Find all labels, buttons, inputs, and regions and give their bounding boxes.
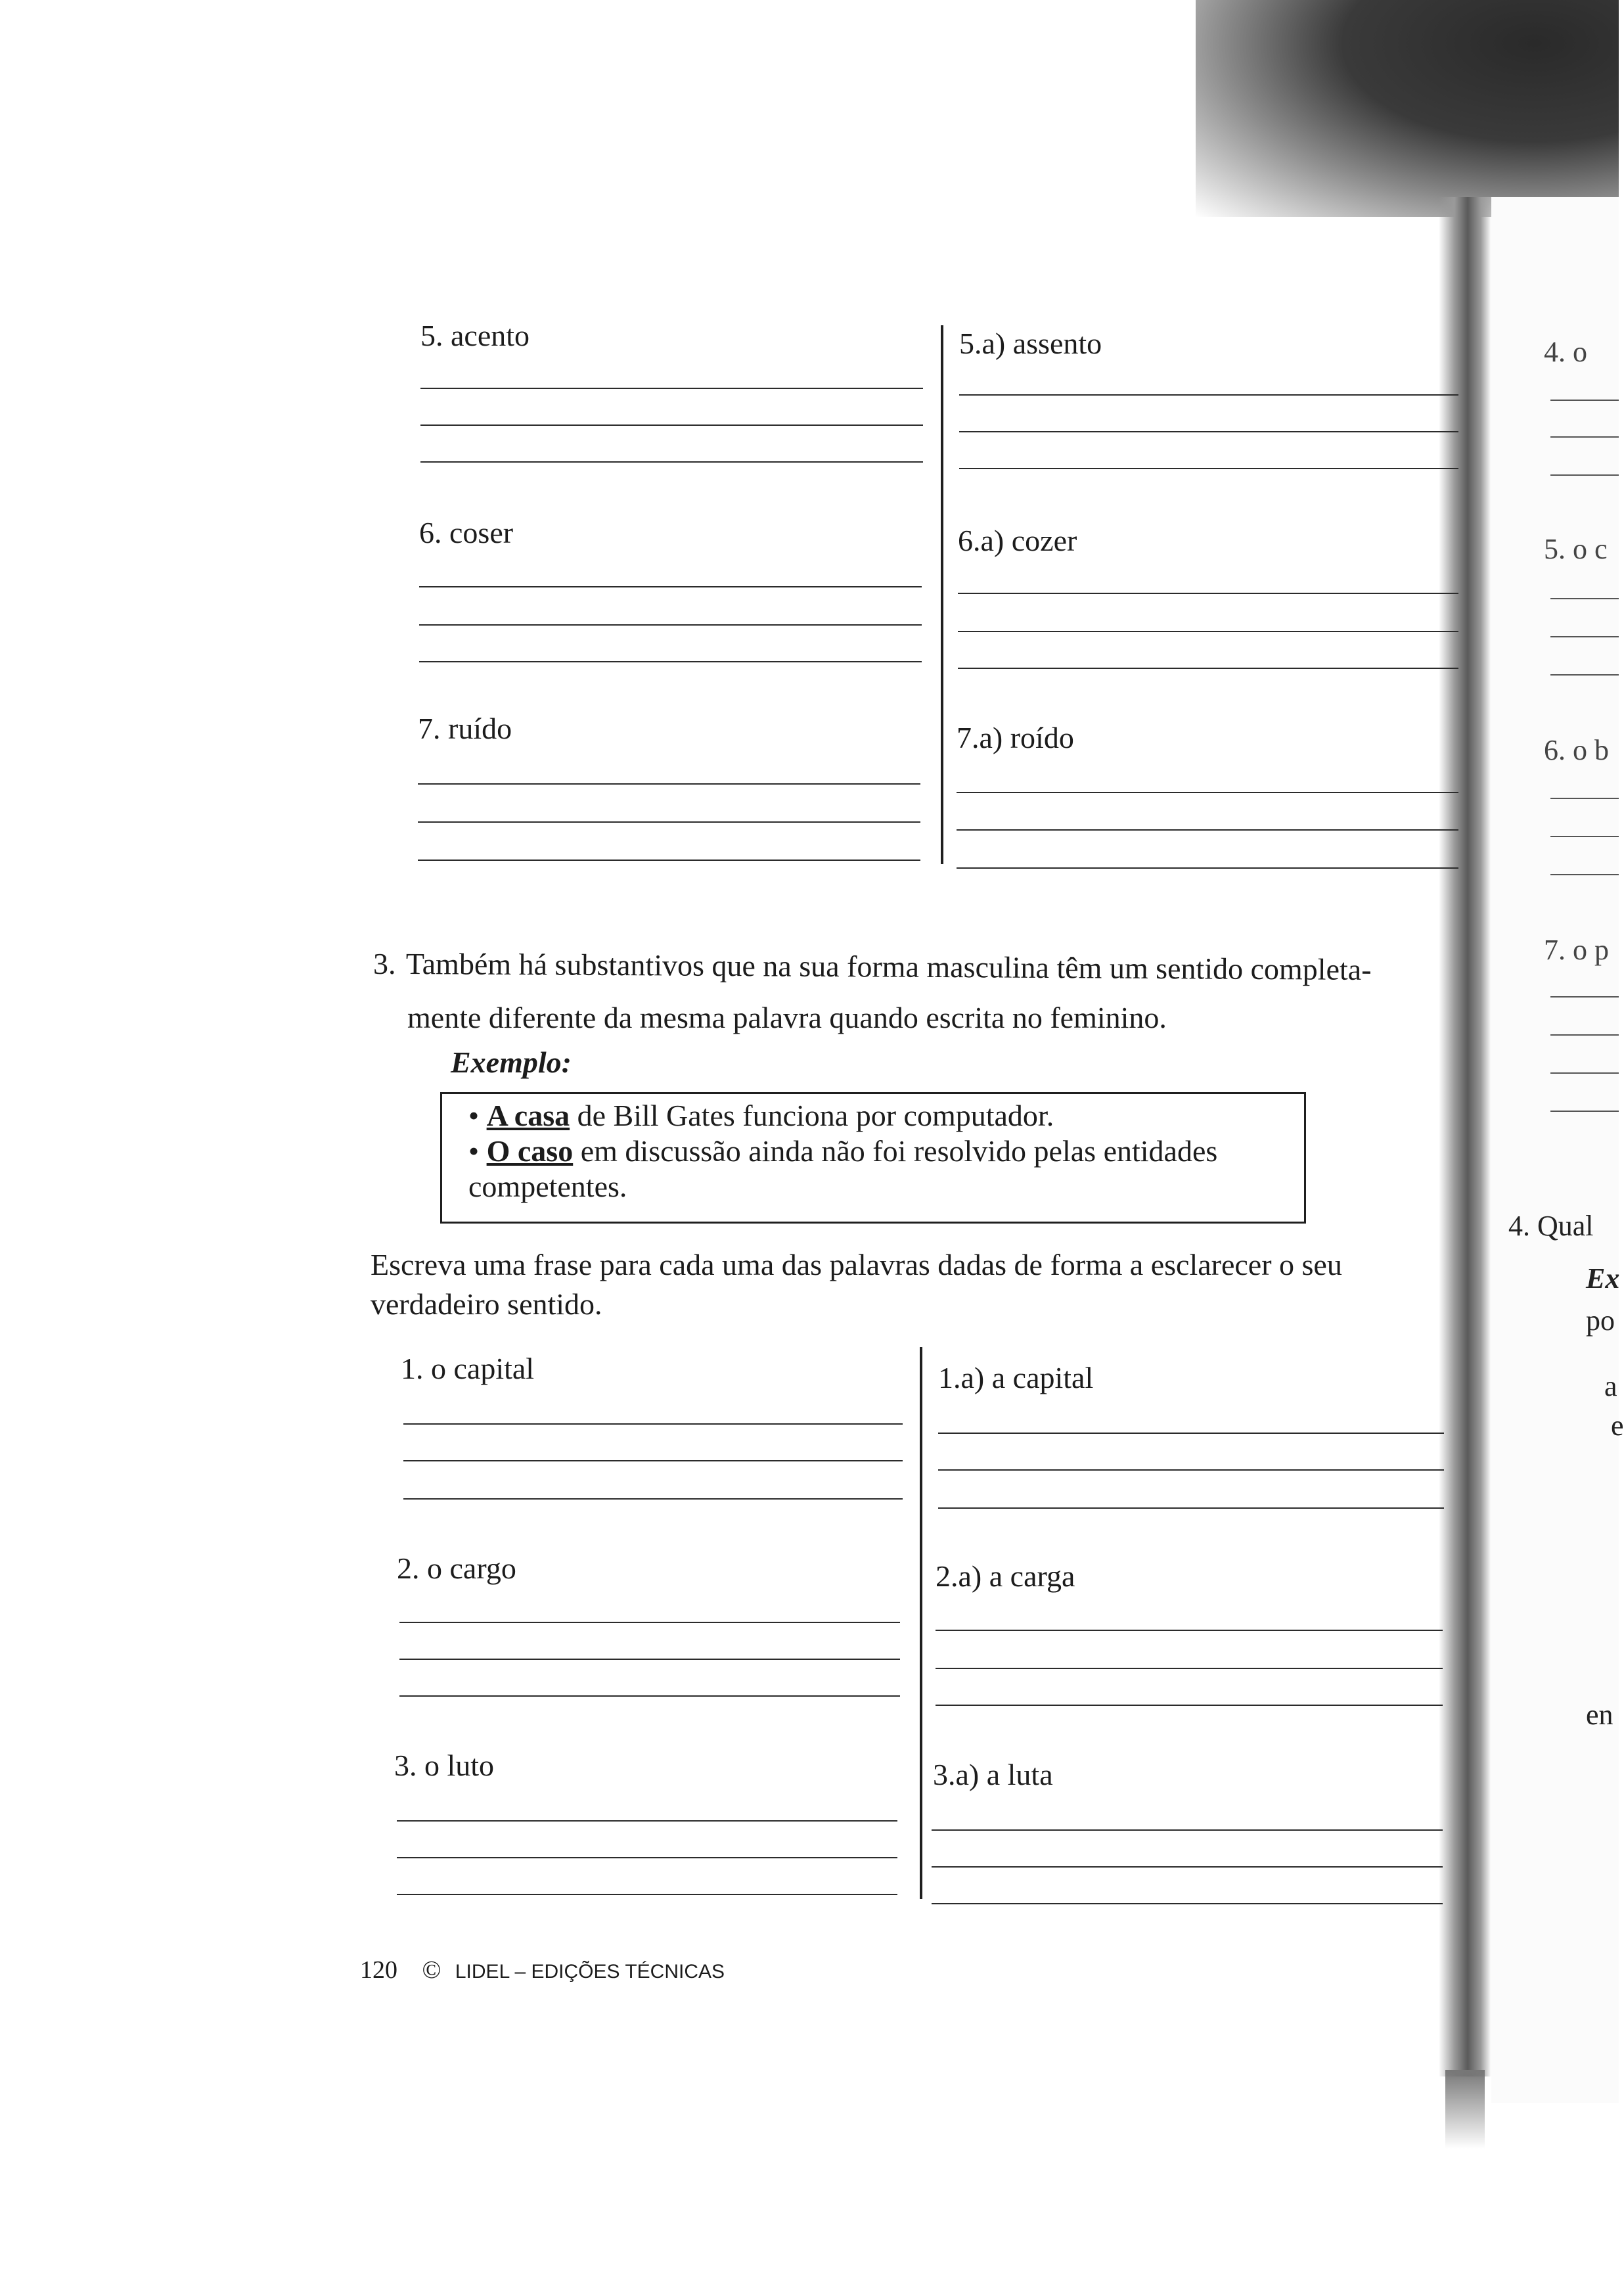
answer-line[interactable] xyxy=(959,394,1458,396)
answer-line[interactable] xyxy=(938,1507,1444,1509)
answer-line[interactable] xyxy=(420,461,923,463)
item-label: 6. coser xyxy=(419,516,514,549)
answer-line[interactable] xyxy=(938,1433,1444,1434)
instruction-text: verdadeiro sentido. xyxy=(371,1287,602,1321)
answer-line[interactable] xyxy=(959,431,1458,432)
answer-line[interactable] xyxy=(957,792,1458,793)
answer-line[interactable] xyxy=(420,424,923,426)
item-label: 5. acento xyxy=(420,319,530,352)
edge-line xyxy=(1550,1111,1619,1112)
answer-line[interactable] xyxy=(419,586,922,587)
edge-line xyxy=(1550,674,1619,676)
answer-line[interactable] xyxy=(397,1894,897,1895)
edge-text: a xyxy=(1604,1370,1617,1402)
copyright-symbol: © xyxy=(422,1956,441,1984)
edge-line xyxy=(1550,836,1619,837)
answer-line[interactable] xyxy=(418,860,920,861)
edge-text: 4. o xyxy=(1544,336,1587,368)
edge-text: po xyxy=(1586,1304,1615,1337)
answer-line[interactable] xyxy=(399,1659,900,1660)
answer-line[interactable] xyxy=(419,624,922,626)
edge-text: en xyxy=(1586,1699,1613,1731)
answer-line[interactable] xyxy=(959,468,1458,469)
scan-shadow xyxy=(1196,0,1619,217)
example-text: de Bill Gates funciona por computador. xyxy=(570,1099,1054,1132)
answer-line[interactable] xyxy=(399,1622,900,1623)
answer-line[interactable] xyxy=(958,668,1458,669)
example-keyword: A casa xyxy=(486,1099,570,1132)
item-label: 2.a) a carga xyxy=(936,1559,1075,1593)
example-label: Exemplo: xyxy=(451,1045,572,1079)
item-label: 7.a) roído xyxy=(957,721,1074,754)
edge-text: e xyxy=(1611,1410,1624,1442)
item-label: 2. o cargo xyxy=(397,1551,516,1585)
example-box xyxy=(440,1092,1306,1224)
edge-line xyxy=(1550,996,1619,998)
edge-line xyxy=(1550,874,1619,875)
answer-line[interactable] xyxy=(936,1668,1443,1669)
example-text: em discussão ainda não foi resolvido pelas entidades xyxy=(573,1134,1218,1168)
answer-line[interactable] xyxy=(957,867,1458,869)
answer-line[interactable] xyxy=(418,783,920,785)
answer-line[interactable] xyxy=(419,661,922,662)
example-line: • A casa de Bill Gates funciona por computador. xyxy=(468,1099,1054,1132)
edge-text: Ex xyxy=(1586,1262,1620,1295)
item-label: 1. o capital xyxy=(401,1352,535,1385)
item-label: 6.a) cozer xyxy=(958,524,1077,557)
answer-line[interactable] xyxy=(958,593,1458,594)
item-label: 3.a) a luta xyxy=(933,1758,1053,1791)
answer-line[interactable] xyxy=(932,1829,1443,1831)
example-keyword: O caso xyxy=(486,1134,574,1168)
item-label: 3. o luto xyxy=(394,1749,495,1782)
book-gutter xyxy=(1439,197,1491,2076)
question-text: Também há substantivos que na sua forma masculina têm um sentido completa- xyxy=(405,947,1372,986)
question-text: mente diferente da mesma palavra quando escrita no feminino. xyxy=(407,1001,1167,1034)
edge-line xyxy=(1550,1034,1619,1036)
answer-line[interactable] xyxy=(418,821,920,823)
column-divider xyxy=(920,1347,922,1899)
example-line: • O caso em discussão ainda não foi resolvido pelas entidades xyxy=(468,1134,1218,1168)
item-label: 7. ruído xyxy=(418,712,512,745)
edge-text: 7. o p xyxy=(1544,934,1609,966)
answer-line[interactable] xyxy=(938,1469,1444,1471)
question-number: 3. xyxy=(373,947,396,980)
page-number: 120 xyxy=(360,1956,397,1984)
answer-line[interactable] xyxy=(936,1705,1443,1706)
facing-page xyxy=(1491,197,1619,2103)
edge-text: 5. o c xyxy=(1544,533,1608,565)
answer-line[interactable] xyxy=(399,1695,900,1697)
answer-line[interactable] xyxy=(403,1498,903,1500)
page-footer xyxy=(360,1956,725,1984)
item-label: 5.a) assento xyxy=(959,327,1102,360)
answer-line[interactable] xyxy=(936,1630,1443,1631)
answer-line[interactable] xyxy=(957,829,1458,831)
column-divider xyxy=(941,325,943,864)
answer-line[interactable] xyxy=(397,1820,897,1822)
edge-line xyxy=(1550,474,1619,476)
answer-line[interactable] xyxy=(403,1460,903,1461)
edge-line xyxy=(1550,1072,1619,1074)
edge-line xyxy=(1550,598,1619,599)
edge-line xyxy=(1550,436,1619,438)
answer-line[interactable] xyxy=(397,1857,897,1858)
gutter-bottom-shadow xyxy=(1445,2070,1485,2149)
answer-line[interactable] xyxy=(420,388,923,389)
edge-text: 6. o b xyxy=(1544,734,1609,766)
item-label: 1.a) a capital xyxy=(938,1361,1094,1394)
answer-line[interactable] xyxy=(932,1903,1443,1904)
instruction-text: Escreva uma frase para cada uma das palavras dadas de forma a esclarecer o seu xyxy=(371,1248,1342,1281)
answer-line[interactable] xyxy=(958,631,1458,632)
edge-text: 4. Qual xyxy=(1508,1210,1594,1242)
edge-line xyxy=(1550,636,1619,637)
edge-line xyxy=(1550,798,1619,799)
edge-line xyxy=(1550,400,1619,401)
example-text: competentes. xyxy=(468,1170,627,1203)
answer-line[interactable] xyxy=(932,1866,1443,1868)
answer-line[interactable] xyxy=(403,1423,903,1425)
publisher-name: LIDEL – EDIÇÕES TÉCNICAS xyxy=(455,1961,725,1983)
